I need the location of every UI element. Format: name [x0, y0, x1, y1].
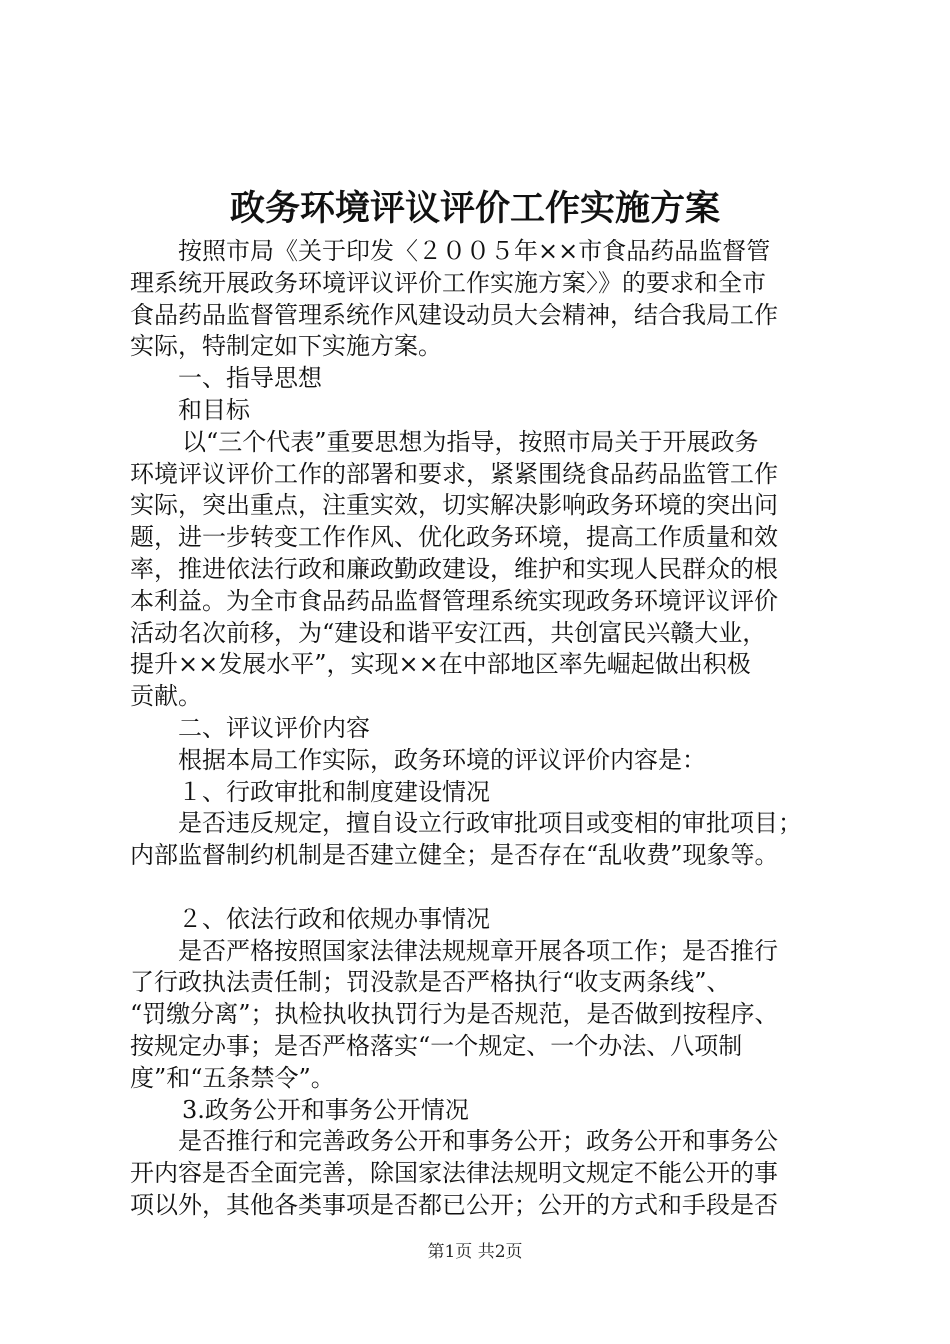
paragraph-line: 度”和“五条禁令”。: [130, 1063, 335, 1092]
paragraph-line: 活动名次前移，为“建设和谐平安江西，共创富民兴赣大业，: [130, 618, 767, 647]
page-number-footer: 第1页 共2页: [427, 1242, 523, 1262]
paragraph-line: 是否推行和完善政务公开和事务公开；政务公开和事务公: [178, 1127, 778, 1156]
subsection-heading: ２、依法行政和依规办事情况: [178, 904, 490, 933]
paragraph-line: 环境评议评价工作的部署和要求，紧紧围绕食品药品监管工作: [130, 459, 778, 488]
paragraph-line: 提升××发展水平”，实现××在中部地区率先崛起做出积极: [130, 650, 751, 679]
paragraph-line: 了行政执法责任制；罚没款是否严格执行“收支两条线”、: [130, 968, 731, 997]
paragraph-line: 是否严格按照国家法律法规规章开展各项工作；是否推行: [178, 936, 778, 965]
paragraph-line: 是否违反规定，擅自设立行政审批项目或变相的审批项目；: [178, 809, 802, 838]
section-heading-continued: 和目标: [178, 395, 250, 424]
section-heading: 二、评议评价内容: [178, 713, 370, 742]
paragraph-line: 实际，特制定如下实施方案。: [130, 332, 442, 361]
blank-line: [130, 872, 830, 904]
paragraph-line: 以“三个代表”重要思想为指导，按照市局关于开展政务: [182, 427, 759, 456]
subsection-heading: 3.政务公开和事务公开情况: [182, 1095, 469, 1124]
subsection-heading: １、行政审批和制度建设情况: [178, 777, 490, 806]
paragraph-line: 开内容是否全面完善，除国家法律法规明文规定不能公开的事: [130, 1159, 778, 1188]
document-body: [130, 236, 830, 1222]
paragraph-line: 贡献。: [130, 682, 202, 711]
paragraph-line: “罚缴分离”；执检执收执罚行为是否规范，是否做到按程序、: [130, 1000, 779, 1029]
paragraph-line: 按规定办事；是否严格落实“一个规定、一个办法、八项制: [130, 1031, 743, 1060]
section-heading: 一、指导思想: [178, 364, 322, 393]
paragraph-line: 实际，突出重点，注重实效，切实解决影响政务环境的突出问: [130, 491, 778, 520]
paragraph-line: 本利益。为全市食品药品监督管理系统实现政务环境评议评价: [130, 586, 778, 615]
paragraph-line: 根据本局工作实际，政务环境的评议评价内容是：: [178, 745, 706, 774]
paragraph-line: 按照市局《关于印发〈２００５年××市食品药品监督管: [178, 237, 771, 265]
paragraph-line: 理系统开展政务环境评议评价工作实施方案〉》的要求和全市: [130, 268, 766, 297]
paragraph-line: 率，推进依法行政和廉政勤政建设，维护和实现人民群众的根: [130, 554, 778, 583]
paragraph-line: 内部监督制约机制是否建立健全；是否存在“乱收费”现象等。: [130, 841, 779, 870]
document-title: 政务环境评议评价工作实施方案: [229, 188, 720, 229]
paragraph-line: 项以外，其他各类事项是否都已公开；公开的方式和手段是否: [130, 1190, 778, 1219]
paragraph-line: 食品药品监督管理系统作风建设动员大会精神，结合我局工作: [130, 300, 778, 329]
paragraph-line: 题，进一步转变工作作风、优化政务环境，提高工作质量和效: [130, 523, 778, 552]
